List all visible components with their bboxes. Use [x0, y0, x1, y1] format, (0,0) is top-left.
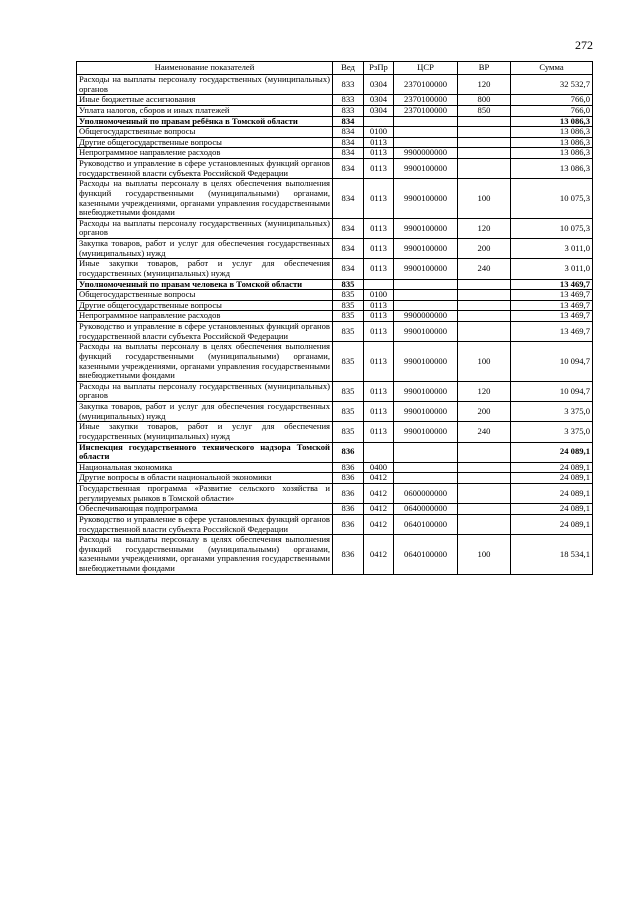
- cell-name: Непрограммное направление расходов: [77, 311, 333, 322]
- table-row: [77, 402, 593, 422]
- cell-csr: 0640000000: [394, 504, 458, 515]
- cell-ved: 835: [333, 311, 364, 322]
- cell-sum: 24 089,1: [511, 462, 593, 473]
- table-row: [77, 473, 593, 484]
- cell-csr: 9900100000: [394, 218, 458, 238]
- cell-sum: 24 089,1: [511, 442, 593, 462]
- cell-name: Закупка товаров, работ и услуг для обеспечения государственных (муниципальных) нужд: [77, 402, 333, 422]
- cell-name: Иные бюджетные ассигнования: [77, 95, 333, 106]
- table-row: [77, 259, 593, 279]
- cell-ved: 835: [333, 402, 364, 422]
- cell-rzpr: 0113: [364, 381, 394, 401]
- cell-csr: [394, 473, 458, 484]
- table-row: [77, 137, 593, 148]
- cell-rzpr: 0400: [364, 462, 394, 473]
- cell-vr: 120: [458, 218, 511, 238]
- cell-name: Уполномоченный по правам ребёнка в Томской области: [77, 116, 333, 127]
- cell-name: Расходы на выплаты персоналу в целях обеспечения выполнения функций государственными (муниципальными) органами, казенными учреждениями, органами управления государственными внебюджетными фондами: [77, 179, 333, 219]
- cell-ved: 833: [333, 105, 364, 116]
- cell-name: Руководство и управление в сфере установленных функций органов государственной власти субъекта Российской Федерации: [77, 159, 333, 179]
- cell-name: Руководство и управление в сфере установленных функций органов государственной власти субъекта Российской Федерации: [77, 322, 333, 342]
- cell-sum: 3 011,0: [511, 259, 593, 279]
- cell-rzpr: 0113: [364, 159, 394, 179]
- table-row: [77, 484, 593, 504]
- cell-ved: 836: [333, 462, 364, 473]
- cell-vr: [458, 159, 511, 179]
- table-row: [77, 116, 593, 127]
- cell-vr: [458, 127, 511, 138]
- cell-ved: 836: [333, 442, 364, 462]
- cell-rzpr: 0113: [364, 422, 394, 442]
- table-row: [77, 127, 593, 138]
- cell-sum: 766,0: [511, 95, 593, 106]
- cell-ved: 836: [333, 504, 364, 515]
- cell-rzpr: 0304: [364, 105, 394, 116]
- header-rzpr: РзПр: [364, 62, 394, 75]
- cell-vr: [458, 137, 511, 148]
- cell-csr: 0600000000: [394, 484, 458, 504]
- cell-csr: [394, 300, 458, 311]
- cell-vr: 100: [458, 535, 511, 575]
- cell-vr: [458, 300, 511, 311]
- cell-csr: 9900100000: [394, 239, 458, 259]
- cell-name: Расходы на выплаты персоналу государственных (муниципальных) органов: [77, 218, 333, 238]
- table-row: [77, 179, 593, 219]
- cell-vr: 200: [458, 239, 511, 259]
- cell-name: Иные закупки товаров, работ и услуг для обеспечения государственных (муниципальных) нужд: [77, 422, 333, 442]
- cell-ved: 835: [333, 422, 364, 442]
- cell-csr: 9900100000: [394, 159, 458, 179]
- table-row: [77, 381, 593, 401]
- cell-sum: 766,0: [511, 105, 593, 116]
- cell-vr: 120: [458, 75, 511, 95]
- cell-sum: 13 469,7: [511, 300, 593, 311]
- cell-ved: 835: [333, 300, 364, 311]
- cell-ved: 834: [333, 127, 364, 138]
- cell-sum: 24 089,1: [511, 514, 593, 534]
- cell-rzpr: 0113: [364, 137, 394, 148]
- cell-vr: [458, 116, 511, 127]
- cell-vr: 100: [458, 342, 511, 382]
- header-csr: ЦСР: [394, 62, 458, 75]
- cell-name: Иные закупки товаров, работ и услуг для обеспечения государственных (муниципальных) нужд: [77, 259, 333, 279]
- cell-name: Расходы на выплаты персоналу в целях обеспечения выполнения функций государственными (муниципальными) органами, казенными учреждениями, органами управления государственными внебюджетными фондами: [77, 342, 333, 382]
- cell-rzpr: [364, 116, 394, 127]
- cell-vr: [458, 514, 511, 534]
- cell-sum: 24 089,1: [511, 473, 593, 484]
- table-row: [77, 514, 593, 534]
- cell-sum: 13 469,7: [511, 322, 593, 342]
- cell-rzpr: 0113: [364, 300, 394, 311]
- cell-rzpr: 0412: [364, 484, 394, 504]
- cell-vr: [458, 462, 511, 473]
- cell-sum: 13 086,3: [511, 137, 593, 148]
- table-row: [77, 95, 593, 106]
- cell-csr: [394, 116, 458, 127]
- table-row: [77, 218, 593, 238]
- cell-name: Другие вопросы в области национальной экономики: [77, 473, 333, 484]
- cell-rzpr: 0113: [364, 322, 394, 342]
- budget-table: [76, 61, 593, 575]
- cell-csr: [394, 279, 458, 290]
- cell-rzpr: 0113: [364, 402, 394, 422]
- cell-sum: 13 469,7: [511, 311, 593, 322]
- cell-csr: 9900100000: [394, 422, 458, 442]
- cell-ved: 835: [333, 381, 364, 401]
- cell-sum: 10 094,7: [511, 381, 593, 401]
- cell-vr: [458, 290, 511, 301]
- cell-vr: [458, 473, 511, 484]
- cell-ved: 835: [333, 290, 364, 301]
- cell-rzpr: [364, 279, 394, 290]
- cell-name: Общегосударственные вопросы: [77, 290, 333, 301]
- cell-vr: 240: [458, 259, 511, 279]
- cell-sum: 18 534,1: [511, 535, 593, 575]
- page-number: 272: [575, 38, 593, 52]
- cell-sum: 13 086,3: [511, 116, 593, 127]
- table-row: [77, 442, 593, 462]
- cell-csr: 9900000000: [394, 148, 458, 159]
- cell-rzpr: 0113: [364, 259, 394, 279]
- cell-vr: [458, 148, 511, 159]
- cell-csr: 9900100000: [394, 322, 458, 342]
- cell-csr: [394, 462, 458, 473]
- table-row: [77, 290, 593, 301]
- table-row: [77, 422, 593, 442]
- cell-rzpr: [364, 442, 394, 462]
- cell-csr: 9900100000: [394, 381, 458, 401]
- cell-rzpr: 0304: [364, 95, 394, 106]
- cell-sum: 13 086,3: [511, 127, 593, 138]
- header-name: Наименование показателей: [77, 62, 333, 75]
- table-header-row: [77, 62, 593, 75]
- cell-vr: 850: [458, 105, 511, 116]
- cell-ved: 834: [333, 137, 364, 148]
- cell-vr: 100: [458, 179, 511, 219]
- cell-name: Государственная программа «Развитие сельского хозяйства и регулируемых рынков в Томской области»: [77, 484, 333, 504]
- cell-rzpr: 0113: [364, 311, 394, 322]
- cell-name: Непрограммное направление расходов: [77, 148, 333, 159]
- cell-sum: 13 086,3: [511, 148, 593, 159]
- cell-csr: 9900000000: [394, 311, 458, 322]
- cell-sum: 3 375,0: [511, 402, 593, 422]
- table-row: [77, 75, 593, 95]
- cell-ved: 834: [333, 179, 364, 219]
- cell-name: Общегосударственные вопросы: [77, 127, 333, 138]
- cell-vr: [458, 322, 511, 342]
- cell-vr: [458, 484, 511, 504]
- cell-name: Инспекция государственного технического надзора Томской области: [77, 442, 333, 462]
- cell-name: Другие общегосударственные вопросы: [77, 137, 333, 148]
- cell-rzpr: 0100: [364, 290, 394, 301]
- cell-ved: 836: [333, 484, 364, 504]
- cell-name: Руководство и управление в сфере установленных функций органов государственной власти субъекта Российской Федерации: [77, 514, 333, 534]
- cell-sum: 10 075,3: [511, 218, 593, 238]
- cell-sum: 13 469,7: [511, 290, 593, 301]
- cell-csr: 9900100000: [394, 259, 458, 279]
- cell-ved: 833: [333, 75, 364, 95]
- cell-csr: 2370100000: [394, 95, 458, 106]
- cell-csr: [394, 137, 458, 148]
- table-row: [77, 462, 593, 473]
- cell-csr: 9900100000: [394, 342, 458, 382]
- cell-vr: [458, 279, 511, 290]
- cell-sum: 32 532,7: [511, 75, 593, 95]
- table-body: [77, 75, 593, 575]
- cell-rzpr: 0113: [364, 218, 394, 238]
- table-row: [77, 148, 593, 159]
- cell-ved: 834: [333, 159, 364, 179]
- cell-rzpr: 0412: [364, 535, 394, 575]
- cell-name: Национальная экономика: [77, 462, 333, 473]
- cell-sum: 13 469,7: [511, 279, 593, 290]
- cell-rzpr: 0113: [364, 179, 394, 219]
- cell-csr: 0640100000: [394, 514, 458, 534]
- cell-rzpr: 0113: [364, 239, 394, 259]
- cell-sum: 13 086,3: [511, 159, 593, 179]
- cell-ved: 834: [333, 259, 364, 279]
- cell-vr: 240: [458, 422, 511, 442]
- cell-sum: 24 089,1: [511, 484, 593, 504]
- cell-ved: 836: [333, 473, 364, 484]
- cell-ved: 834: [333, 148, 364, 159]
- cell-rzpr: 0113: [364, 342, 394, 382]
- cell-name: Расходы на выплаты персоналу государственных (муниципальных) органов: [77, 381, 333, 401]
- cell-rzpr: 0412: [364, 514, 394, 534]
- cell-ved: 834: [333, 116, 364, 127]
- header-sum: Сумма: [511, 62, 593, 75]
- cell-rzpr: 0113: [364, 148, 394, 159]
- table-row: [77, 105, 593, 116]
- header-ved: Вед: [333, 62, 364, 75]
- table-row: [77, 159, 593, 179]
- cell-ved: 835: [333, 322, 364, 342]
- table-row: [77, 239, 593, 259]
- cell-vr: 120: [458, 381, 511, 401]
- cell-ved: 833: [333, 95, 364, 106]
- cell-name: Расходы на выплаты персоналу в целях обеспечения выполнения функций государственными (муниципальными) органами, казенными учреждениями, органами управления государственными внебюджетными фондами: [77, 535, 333, 575]
- cell-name: Расходы на выплаты персоналу государственных (муниципальных) органов: [77, 75, 333, 95]
- cell-csr: 2370100000: [394, 75, 458, 95]
- cell-name: Закупка товаров, работ и услуг для обеспечения государственных (муниципальных) нужд: [77, 239, 333, 259]
- cell-ved: 834: [333, 239, 364, 259]
- cell-vr: 200: [458, 402, 511, 422]
- cell-rzpr: 0412: [364, 473, 394, 484]
- cell-csr: [394, 127, 458, 138]
- table-row: [77, 342, 593, 382]
- cell-name: Уполномоченный по правам человека в Томской области: [77, 279, 333, 290]
- cell-sum: 10 075,3: [511, 179, 593, 219]
- cell-vr: [458, 442, 511, 462]
- cell-vr: 800: [458, 95, 511, 106]
- cell-sum: 3 011,0: [511, 239, 593, 259]
- cell-csr: [394, 290, 458, 301]
- cell-vr: [458, 504, 511, 515]
- cell-ved: 835: [333, 279, 364, 290]
- cell-ved: 834: [333, 218, 364, 238]
- cell-csr: 2370100000: [394, 105, 458, 116]
- cell-sum: 3 375,0: [511, 422, 593, 442]
- cell-name: Другие общегосударственные вопросы: [77, 300, 333, 311]
- cell-csr: 9900100000: [394, 179, 458, 219]
- cell-csr: 9900100000: [394, 402, 458, 422]
- table-row: [77, 504, 593, 515]
- cell-csr: 0640100000: [394, 535, 458, 575]
- table-row: [77, 311, 593, 322]
- table-row: [77, 279, 593, 290]
- cell-ved: 836: [333, 535, 364, 575]
- table-row: [77, 300, 593, 311]
- cell-vr: [458, 311, 511, 322]
- cell-ved: 835: [333, 342, 364, 382]
- table-row: [77, 322, 593, 342]
- cell-rzpr: 0412: [364, 504, 394, 515]
- header-vr: ВР: [458, 62, 511, 75]
- cell-name: Обеспечивающая подпрограмма: [77, 504, 333, 515]
- table-row: [77, 535, 593, 575]
- cell-csr: [394, 442, 458, 462]
- cell-sum: 10 094,7: [511, 342, 593, 382]
- cell-rzpr: 0304: [364, 75, 394, 95]
- cell-name: Уплата налогов, сборов и иных платежей: [77, 105, 333, 116]
- cell-rzpr: 0100: [364, 127, 394, 138]
- cell-ved: 836: [333, 514, 364, 534]
- cell-sum: 24 089,1: [511, 504, 593, 515]
